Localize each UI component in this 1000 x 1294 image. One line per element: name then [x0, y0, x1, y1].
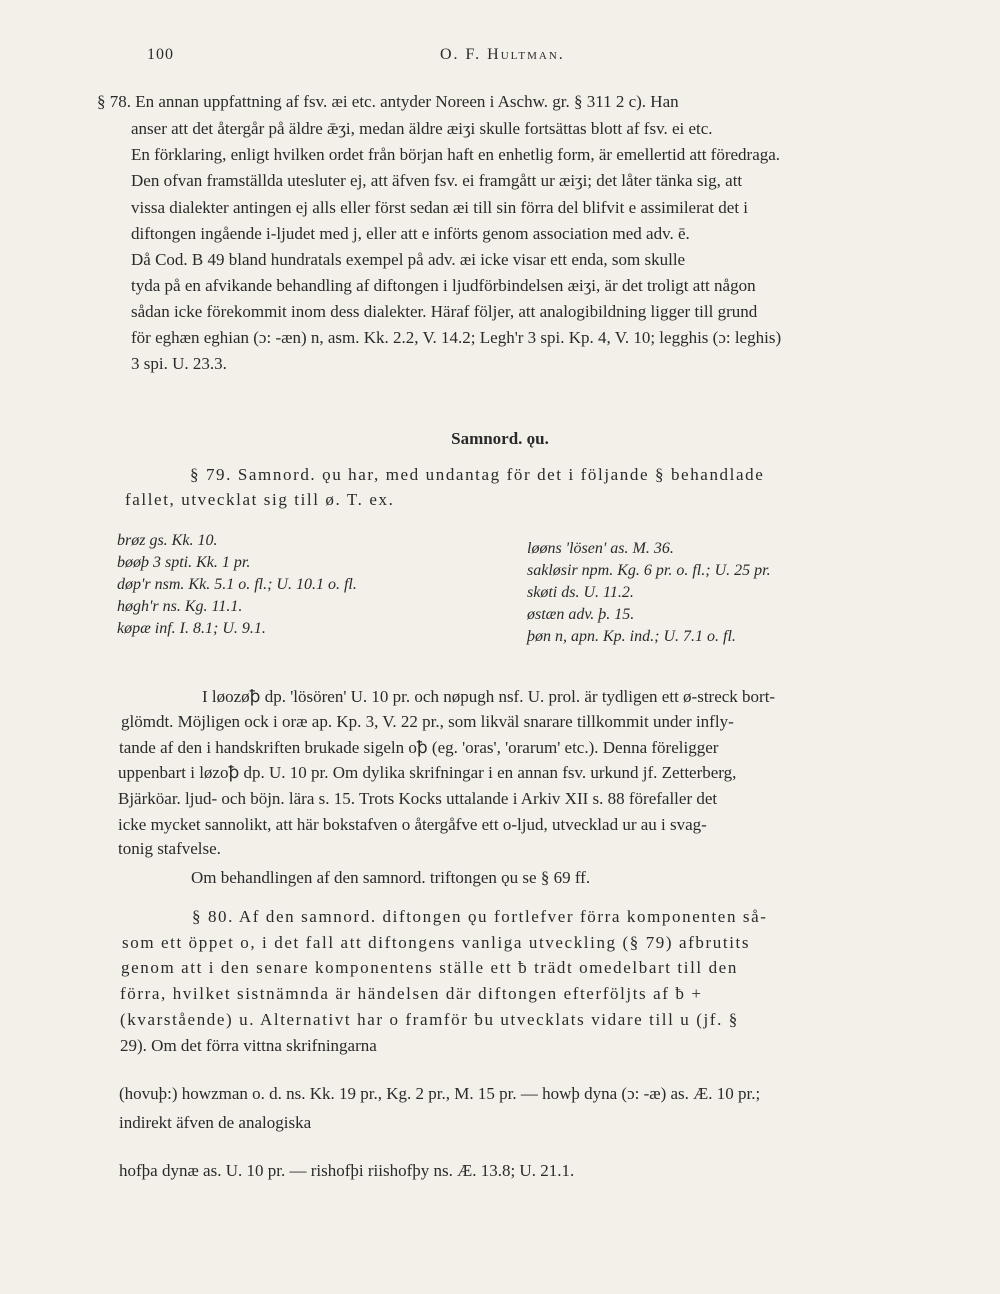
s79-para-line: icke mycket sannolikt, att här bokstafven o återgåfve ett o-ljud, utvecklad ur au i svag-: [118, 815, 707, 834]
list-item: sakløsir npm. Kg. 6 pr. o. fl.; U. 25 pr.: [527, 562, 771, 579]
s78-line: sådan icke förekommit inom dess dialekter. Häraf följer, att analogibildning ligger till grund: [131, 302, 758, 321]
s79-para-line: tande af den i handskriften brukade sigeln oꝥ (eg. 'oras', 'orarum' etc.). Denna föreligger: [119, 738, 719, 757]
page-number: 100: [147, 46, 174, 63]
s79-line: fallet, utvecklat sig till ø. T. ex.: [125, 490, 395, 509]
s80-line: som ett öppet o, i det fall att diftongens vanliga utveckling (§ 79) afbrutits: [122, 933, 751, 952]
s79-para-line: uppenbart i løzoꝥ dp. U. 10 pr. Om dylika skrifningar i en annan fsv. urkund jf. Zetterberg,: [118, 763, 737, 782]
list-item: þøn n, apn. Kp. ind.; U. 7.1 o. fl.: [527, 628, 736, 645]
s80-line: 29). Om det förra vittna skrifningarna: [120, 1036, 377, 1055]
s78-line: tyda på en afvikande behandling af diftongen i ljudförbindelsen æiʒi, är det troligt att någon: [131, 276, 756, 295]
s78-line: anser att det återgår på äldre ǣʒi, medan äldre æiʒi skulle fortsättas blott af fsv. ei etc.: [131, 119, 713, 138]
s79-para-line: tonig stafvelse.: [118, 839, 221, 858]
s78-line: 3 spi. U. 23.3.: [131, 354, 227, 373]
example-list-left: [117, 530, 357, 640]
s78-line: för eghæn eghian (ɔ: -æn) n, asm. Kk. 2.2, V. 14.2; Legh'r 3 spi. Kp. 4, V. 10; legghis (ɔ: leghis): [131, 328, 782, 347]
list-item: køpæ inf. I. 8.1; U. 9.1.: [117, 620, 266, 637]
list-item: brøz gs. Kk. 10.: [117, 532, 218, 549]
s80-line: (kvarstående) u. Alternativt har o framför ƀu utvecklats vidare till u (jf. §: [120, 1010, 739, 1029]
list-item: bøøþ 3 spti. Kk. 1 pr.: [117, 554, 251, 571]
s79-para-line: glömdt. Möjligen ock i oræ ap. Kp. 3, V. 22 pr., som likväl snarare tillkommit under infly-: [121, 712, 734, 731]
list-item: skøti ds. U. 11.2.: [527, 584, 634, 601]
list-item: døp'r nsm. Kk. 5.1 o. fl.; U. 10.1 o. fl.: [117, 576, 357, 593]
s78-line: § 78. En annan uppfattning af fsv. æi etc. antyder Noreen i Aschw. gr. § 311 2 c). Han: [97, 92, 679, 111]
s79-line: § 79. Samnord. ǫu har, med undantag för det i följande § behandlade: [190, 465, 765, 484]
s79-para-line: Bjärköar. ljud- och böjn. lära s. 15. Trots Kocks uttalande i Arkiv XII s. 88 förefaller det: [118, 789, 718, 808]
running-title: O. F. Hultman.: [440, 46, 565, 63]
list-item: høgh'r ns. Kg. 11.1.: [117, 598, 243, 615]
example-list-right: [527, 538, 771, 648]
s78-line: Den ofvan framställda utesluter ej, att äfven fsv. ei framgått ur æiʒi; det låter tänka sig, att: [131, 171, 743, 190]
s80-line: förra, hvilket sistnämnda är händelsen där diftongen efterföljts af ƀ +: [120, 984, 703, 1003]
section-heading: Samnord. ǫu.: [451, 429, 549, 448]
s80-line: § 80. Af den samnord. diftongen ǫu fortlefver förra komponenten så-: [192, 907, 768, 926]
s78-line: En förklaring, enligt hvilken ordet från början haft en enhetlig form, är emellertid att föredraga.: [131, 145, 781, 164]
s80-example: indirekt äfven de analogiska: [119, 1113, 312, 1132]
s78-line: vissa dialekter antingen ej alls eller först sedan æi till sin förra del blifvit e assimilerat det i: [131, 198, 749, 217]
s78-line: diftongen ingående i-ljudet med j, eller att e införts genom association med adv. ē.: [131, 224, 690, 243]
s79-para-line: I løozøꝥ dp. 'lösören' U. 10 pr. och nøpugh nsf. U. prol. är tydligen ett ø-streck bort-: [202, 687, 776, 706]
s80-example: hofþa dynæ as. U. 10 pr. — rishofþi riishofþy ns. Æ. 13.8; U. 21.1.: [119, 1161, 575, 1180]
s80-line: genom att i den senare komponentens ställe ett ƀ trädt omedelbart till den: [121, 958, 738, 977]
s79-para-line: Om behandlingen af den samnord. triftongen ǫu se § 69 ff.: [191, 868, 591, 887]
list-item: østæn adv. þ. 15.: [527, 606, 635, 623]
list-item: løøns 'lösen' as. M. 36.: [527, 540, 674, 557]
s78-line: Då Cod. B 49 bland hundratals exempel på adv. æi icke visar ett enda, som skulle: [131, 250, 686, 269]
s80-example: (hovuþ:) howzman o. d. ns. Kk. 19 pr., Kg. 2 pr., M. 15 pr. — howþ dyna (ɔ: -æ) as. Æ. 10 pr.;: [119, 1084, 761, 1103]
